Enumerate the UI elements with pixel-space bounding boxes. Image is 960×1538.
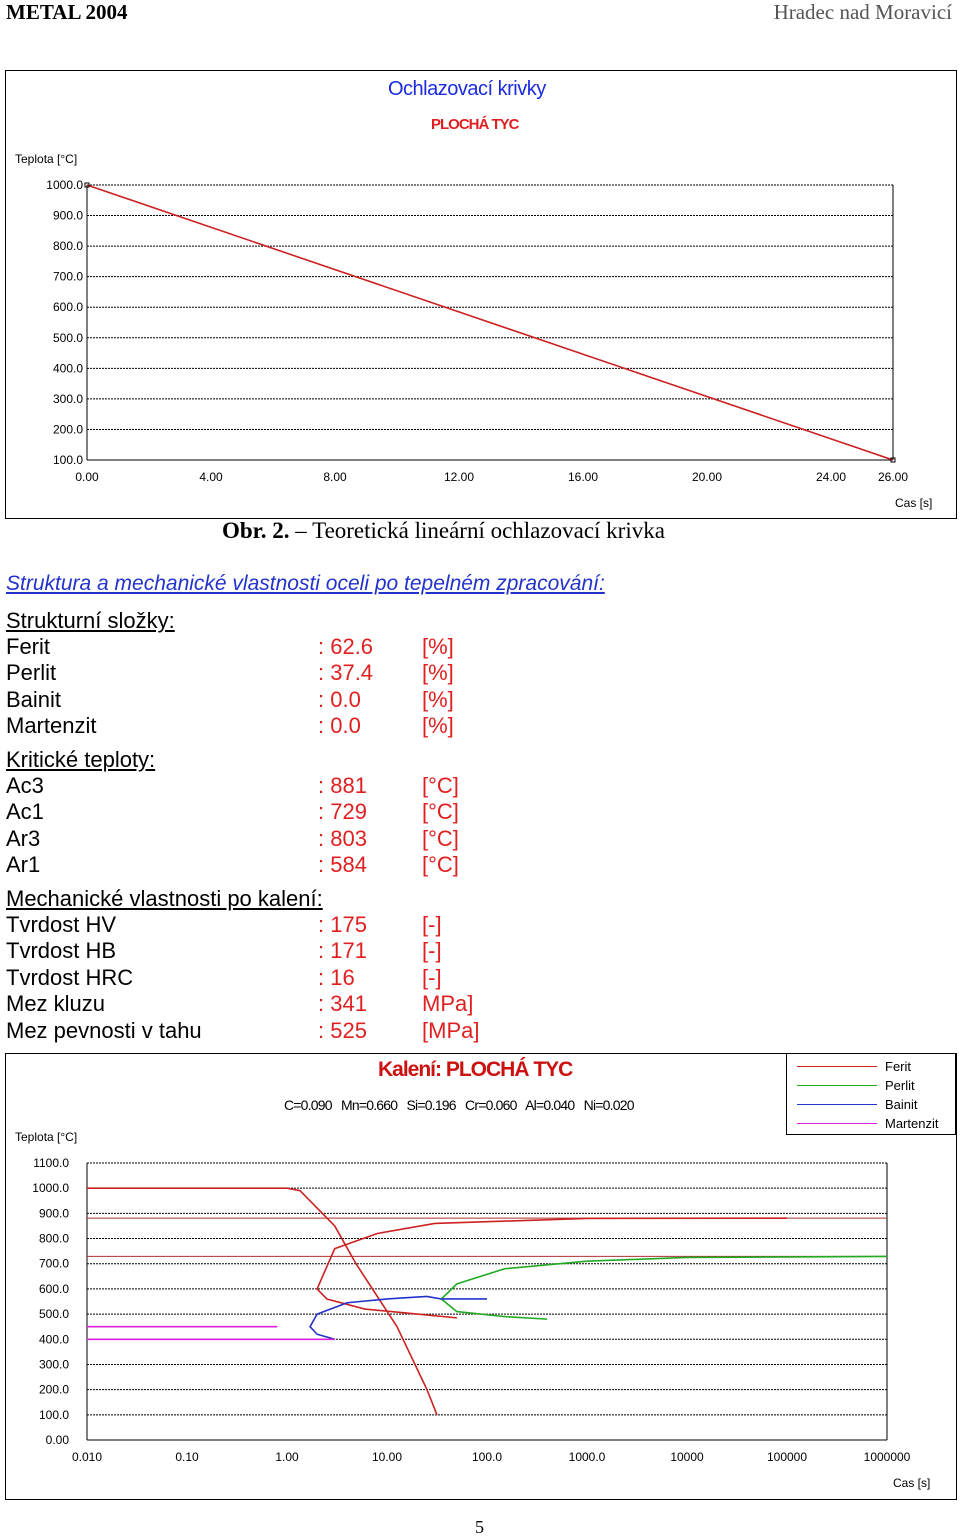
property-name: Bainit [6,686,62,712]
y-tick-label: 300.0 [38,1357,69,1372]
y-tick-label: 400.0 [38,1332,69,1347]
y-tick-label: 600.0 [52,300,83,315]
group-heading: Strukturní složky: [6,608,175,633]
y-tick-label: 300.0 [52,391,83,406]
group-heading: Mechanické vlastnosti po kalení: [6,886,323,911]
series-line-cooling [87,185,893,460]
property-value: : 171 [318,938,367,964]
property-unit: [-] [422,938,442,964]
y-tick-label: 500.0 [38,1307,69,1322]
y-tick-label: 0.00 [45,1433,69,1447]
chart2-composition: C=0.090 Mn=0.660 Si=0.196 Cr=0.060 Al=0.040 Ni=0.020 [284,1097,634,1113]
property-name: Ac3 [6,773,44,798]
chart1-xlabel: Cas [s] [895,496,933,510]
property-row [6,852,606,878]
chart2-plot [0,1140,960,1470]
section-title: Struktura a mechanické vlastnosti oceli po tepelném zpracování: [6,572,605,595]
caption-text: Teoretická lineární ochlazovací krivka [312,518,665,543]
y-tick-label: 200.0 [38,1382,69,1397]
property-row [6,938,606,964]
y-tick-label: 100.0 [52,453,83,467]
legend-ferit: Ferit [885,1059,911,1074]
property-value: : 0.0 [318,713,361,739]
property-value: : 729 [318,799,367,825]
x-tick-label: 100000 [766,1450,808,1464]
property-name: Tvrdost HRC [6,964,134,990]
property-unit: [%] [422,686,454,712]
legend-martenzit: Martenzit [885,1116,939,1131]
property-unit: [°C] [422,773,459,798]
property-value: : 175 [318,912,367,937]
series-line-cooling [87,1188,437,1415]
property-name: Ar1 [6,852,41,878]
x-tick-label: 20.00 [691,470,723,484]
property-row [6,687,606,713]
chart2-xlabel: Cas [s] [893,1476,931,1490]
property-row [6,1018,606,1044]
property-value: : 37.4 [318,660,374,686]
x-tick-label: 16.00 [567,470,599,484]
legend-bainit: Bainit [885,1097,918,1112]
x-tick-label: 0.10 [175,1450,199,1464]
legend-line-perlit [797,1085,877,1086]
property-row [6,773,606,799]
property-value: : 584 [318,852,367,878]
y-tick-label: 1000.0 [46,178,83,192]
legend-line-martenzit [797,1123,877,1124]
property-row [6,799,606,825]
property-name: Mez kluzu [6,991,106,1017]
chart1-plot [0,0,960,520]
property-name: Ferit [6,634,50,659]
x-tick-label: 24.00 [815,470,847,484]
property-value: : 881 [318,773,367,798]
series-line-perlit [441,1256,887,1319]
property-row [6,965,606,991]
y-tick-label: 800.0 [52,239,83,254]
property-unit: [MPa] [422,1017,480,1043]
y-tick-label: 200.0 [52,422,83,437]
property-value: : 62.6 [318,634,374,659]
x-tick-label: 100.0 [471,1450,503,1464]
property-row [6,660,606,686]
legend-line-ferit [797,1066,877,1067]
property-unit: MPa] [422,991,474,1017]
property-name: Tvrdost HB [6,938,117,964]
property-row [6,912,606,938]
y-tick-label: 400.0 [52,361,83,376]
x-tick-label: 12.00 [443,470,475,484]
x-tick-label: 0.010 [71,1450,103,1464]
chart2-ylabel: Teplota [°C] [15,1130,78,1144]
legend-perlit: Perlit [885,1078,915,1093]
x-tick-label: 10.00 [371,1450,403,1464]
property-value: : 0.0 [318,686,361,712]
chart1-subtitle: PLOCHÁ TYC [431,116,519,133]
header-left: METAL 2004 [6,0,128,24]
property-name: Perlit [6,660,57,686]
property-value: : 803 [318,825,367,851]
property-value: : 341 [318,991,367,1017]
x-tick-label: 26.00 [877,470,909,484]
chart2-legend [786,1053,956,1135]
y-tick-label: 800.0 [38,1231,69,1246]
page-number: 5 [475,1517,484,1537]
chart1-title: Ochlazovací krivky [388,78,546,100]
header-right: Hradec nad Moravicí [773,0,952,24]
property-row [6,991,606,1017]
property-unit: [%] [422,713,454,739]
group-heading: Kritické teploty: [6,747,156,772]
x-tick-label: 1000000 [863,1450,911,1464]
y-tick-label: 700.0 [52,269,83,284]
legend-line-bainit [797,1104,877,1105]
x-tick-label: 1000.0 [568,1450,606,1464]
property-row [6,713,606,739]
x-tick-label: 4.00 [199,470,223,484]
property-unit: [°C] [422,825,459,851]
y-tick-label: 1100.0 [33,1156,69,1170]
y-tick-label: 1000.0 [32,1181,69,1196]
property-row [6,634,606,660]
y-tick-label: 500.0 [52,330,83,345]
x-tick-label: 8.00 [323,470,347,484]
y-tick-label: 900.0 [38,1206,69,1221]
property-name: Ar3 [6,825,41,851]
caption-dash: – [295,518,307,543]
property-unit: [°C] [422,799,459,825]
property-row [6,826,606,852]
property-unit: [%] [422,634,454,659]
property-unit: [-] [422,912,442,937]
property-value: : 16 [318,964,355,990]
figure-caption [222,518,665,544]
chart1-ylabel: Teplota [°C] [15,152,78,166]
x-tick-label: 10000 [670,1450,704,1464]
y-tick-label: 100.0 [38,1407,69,1422]
property-unit: [-] [422,964,442,990]
series-line-ferit [317,1218,787,1318]
property-name: Tvrdost HV [6,912,117,937]
y-tick-label: 900.0 [52,208,83,223]
property-name: Ac1 [6,799,44,825]
property-unit: [°C] [422,852,459,878]
property-name: Martenzit [6,713,97,739]
chart2-title: Kalení: PLOCHÁ TYC [378,1058,573,1081]
property-value: : 525 [318,1017,367,1043]
property-unit: [%] [422,660,454,686]
y-tick-label: 700.0 [38,1256,69,1271]
x-tick-label: 0.00 [75,470,99,484]
y-tick-label: 600.0 [38,1281,69,1296]
x-tick-label: 1.00 [275,1450,299,1464]
caption-label: Obr. 2. [222,518,290,543]
property-name: Mez pevnosti v tahu [6,1017,202,1043]
series-line-bainit [310,1296,487,1339]
